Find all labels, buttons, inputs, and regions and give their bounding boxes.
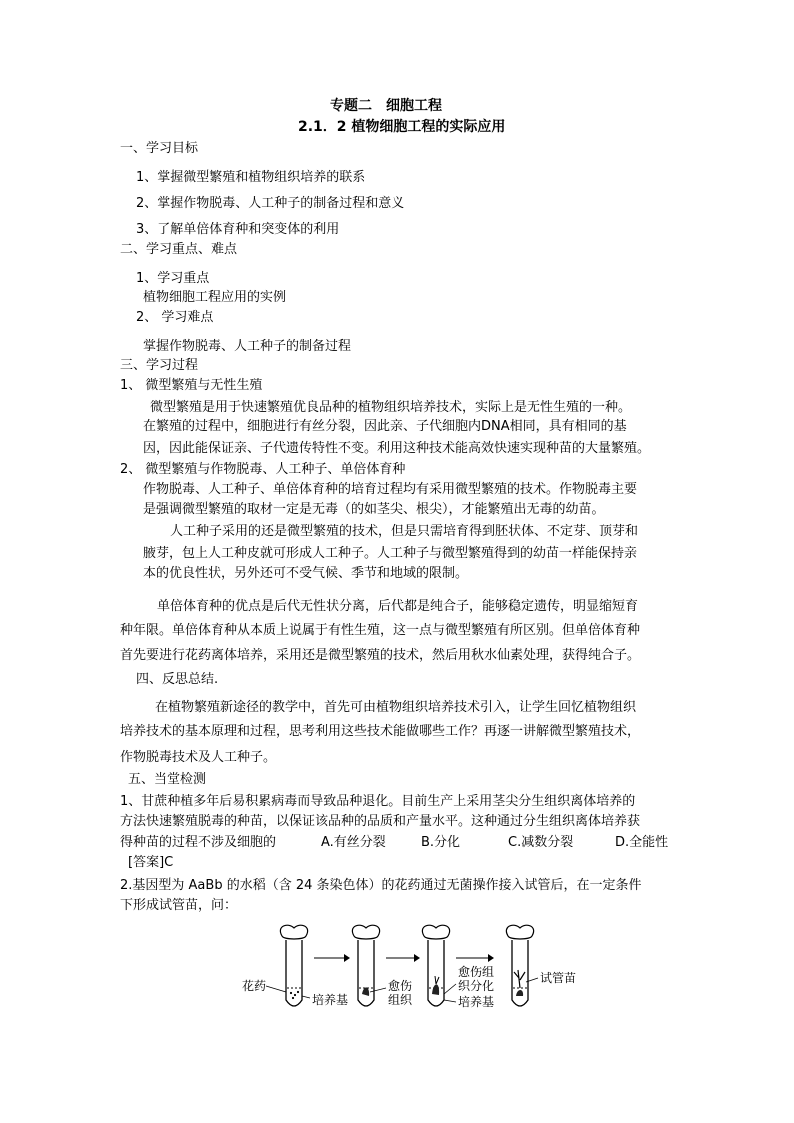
leader-anther [266, 986, 286, 992]
section-heading-key-points: 二、学习重点、难点 [120, 242, 238, 257]
option-c: C.减数分裂 [508, 835, 574, 850]
paragraph-line: 作物脱毒技术及人工种子。 [120, 750, 277, 765]
question-line: 1、甘蔗种植多年后易积累病毒而导致品种退化。目前生产上采用茎尖分生组织离体培养的 [120, 794, 636, 809]
paragraph-line: 腋芽，包上人工种皮就可形成人工种子。人工种子与微型繁殖得到的幼苗一样能保持亲 [143, 546, 638, 561]
answer-label: [答案]C [128, 855, 174, 870]
paragraph-line: 因，因此能保证亲、子代遗传特性不变。利用这种技术能高效快速实现种苗的大量繁殖。 [143, 441, 651, 456]
question-line: 得种苗的过程不涉及细胞的 [120, 835, 277, 850]
question-line: 方法快速繁殖脱毒的种苗，以保证该品种的品质和产量水平。这种通过分生组织离体培养获 [120, 814, 641, 829]
label-anther: 花药 [242, 979, 267, 993]
label-diff-2: 织分化 [458, 979, 495, 993]
label-diff-1: 愈伤组 [458, 965, 495, 979]
key-point-label: 1、学习重点 [136, 271, 210, 286]
key-point-text: 植物细胞工程应用的实例 [143, 290, 287, 305]
label-callus-1: 愈伤 [388, 979, 413, 993]
label-callus-2: 组织 [388, 993, 413, 1007]
difficulty-label: 2、 学习难点 [136, 310, 214, 325]
test-tube-3 [422, 925, 449, 1006]
paragraph-line: 在植物繁殖新途径的教学中，首先可由植物组织培养技术引入，让学生回忆植物组织 [155, 700, 637, 715]
goal-item-1: 1、掌握微型繁殖和植物组织培养的联系 [136, 170, 366, 185]
goal-item-3: 3、了解单倍体育种和突变体的利用 [136, 222, 340, 237]
label-medium-2: 培养基 [458, 995, 495, 1009]
paragraph-line: 单倍体育种的优点是后代无性状分离，后代都是纯合子，能够稳定遗传，明显缩短育 [157, 599, 639, 614]
arrow-head-2 [414, 954, 420, 962]
paragraph-line: 培养技术的基本原理和过程，思考利用这些技术能做哪些工作？再逐一讲解微型繁殖技术， [120, 724, 641, 739]
test-tube-4 [506, 925, 533, 1006]
anther-culture-diagram [238, 922, 588, 1020]
option-d: D.全能性 [615, 835, 669, 850]
option-a: A.有丝分裂 [321, 835, 386, 850]
question-line: 下形成试管苗，问： [120, 898, 238, 913]
page-subtitle: 2.1．2 植物细胞工程的实际应用 [298, 119, 506, 135]
section-heading-reflection: 四、反思总结. [136, 672, 219, 687]
question-line: 2.基因型为 AaBb 的水稻（含 24 条染色体）的花药通过无菌操作接入试管后，在一定条件 [120, 878, 642, 893]
section-heading-goals: 一、学习目标 [120, 141, 199, 156]
paragraph-line: 作物脱毒、人工种子、单倍体育种的培育过程均有采用微型繁殖的技术。作物脱毒主要 [143, 482, 638, 497]
option-b: B.分化 [421, 835, 461, 850]
arrow-head-1 [344, 954, 350, 962]
paragraph-line: 在繁殖的过程中，细胞进行有丝分裂，因此亲、子代细胞内DNA相同，具有相同的基 [143, 419, 627, 434]
difficulty-text: 掌握作物脱毒、人工种子的制备过程 [143, 339, 352, 354]
test-tube-2 [352, 925, 379, 1006]
paragraph-line: 人工种子采用的还是微型繁殖的技术，但是只需培育得到胚状体、不定芽、顶芽和 [170, 524, 639, 539]
process-item-2-title: 2、 微型繁殖与作物脱毒、人工种子、单倍体育种 [120, 462, 406, 477]
arrow-head-3 [488, 954, 494, 962]
section-heading-quiz: 五、当堂检测 [128, 772, 207, 787]
paragraph-line: 是强调微型繁殖的取材一定是无毒（的如茎尖、根尖），才能繁殖出无毒的幼苗。 [143, 502, 605, 517]
label-medium-1: 培养基 [312, 993, 349, 1007]
goal-item-2: 2、掌握作物脱毒、人工种子的制备过程和意义 [136, 196, 405, 211]
paragraph-line: 首先要进行花药离体培养，采用还是微型繁殖的技术，然后用秋水仙素处理，获得纯合子。 [120, 648, 641, 663]
paragraph-line: 本的优良性状，另外还可不受气候、季节和地域的限制。 [143, 566, 469, 581]
label-seedling: 试管苗 [540, 971, 577, 985]
process-item-1-title: 1、 微型繁殖与无性生殖 [120, 378, 263, 393]
page-title: 专题二 细胞工程 [330, 98, 442, 114]
test-tube-1 [280, 925, 307, 1006]
section-heading-process: 三、学习过程 [120, 358, 199, 373]
paragraph-line: 种年限。单倍体育种从本质上说属于有性生殖，这一点与微型繁殖有所区别。但单倍体育种 [120, 623, 641, 638]
paragraph-line: 微型繁殖是用于快速繁殖优良品种的植物组织培养技术，实际上是无性生殖的一种。 [150, 400, 632, 415]
